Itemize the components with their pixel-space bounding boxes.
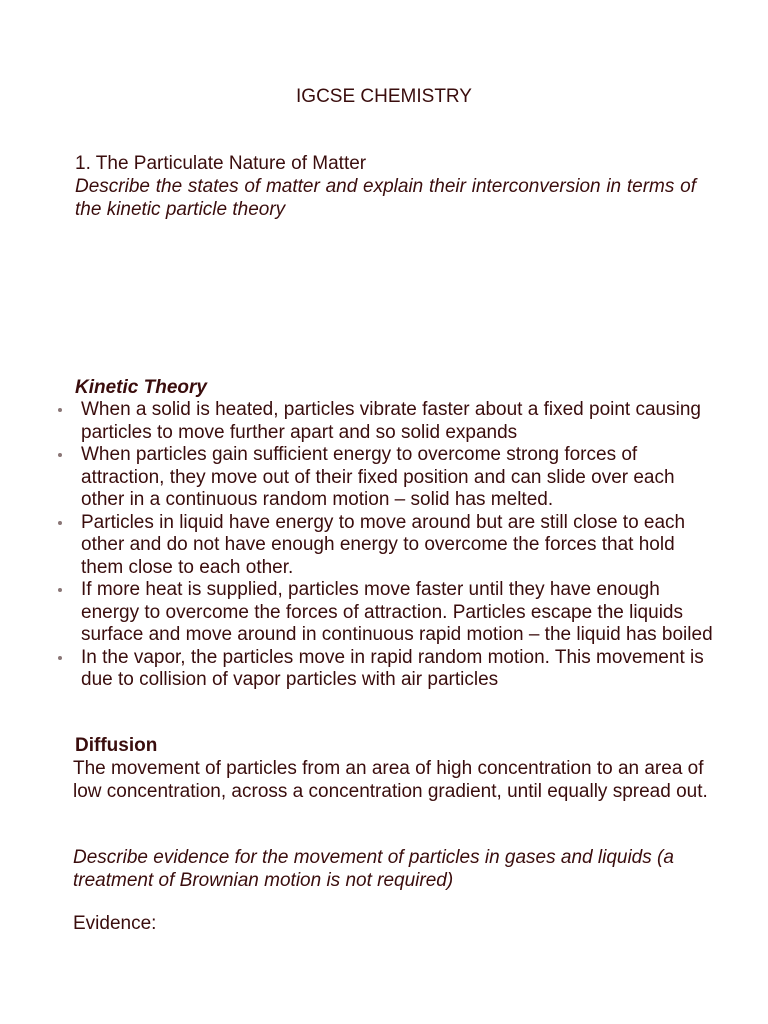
list-item-text: In the vapor, the particles move in rapid random motion. This movement is due to collision of vapor particles with air particles	[81, 646, 704, 690]
kinetic-theory-bullet-list	[0, 399, 768, 692]
list-item-text: When a solid is heated, particles vibrate faster about a fixed point causing particles to move further apart and so solid expands	[81, 399, 701, 443]
bullet-dot-icon	[58, 656, 62, 660]
list-item	[0, 647, 721, 692]
list-item-text: If more heat is supplied, particles move faster until they have enough energy to overcome the forces of attraction. Particles escape the liquids surface and move around in continuous rapid motion – the liquid has boiled	[81, 579, 713, 645]
bullet-dot-icon	[58, 588, 62, 592]
bullet-dot-icon	[58, 408, 62, 412]
list-item-text: Particles in liquid have energy to move around but are still close to each other and do not have enough energy to overcome the forces that hold them close to each other.	[81, 511, 686, 578]
list-item	[0, 444, 721, 512]
kinetic-theory-heading: Kinetic Theory	[75, 377, 207, 398]
section-heading: 1. The Particulate Nature of Matter	[75, 153, 367, 174]
list-item	[0, 579, 721, 647]
bullet-dot-icon	[58, 521, 62, 525]
list-item-text: When particles gain sufficient energy to overcome strong forces of attraction, they move out of their fixed position and can slide over each other in a continuous random motion – solid has melted.	[81, 444, 675, 510]
diffusion-definition: The movement of particles from an area of high concentration to an area of low concentration, across a concentration gradient, until equally spread out.	[73, 758, 708, 802]
evidence-label: Evidence:	[73, 913, 157, 934]
learning-objective-2: Describe evidence for the movement of particles in gases and liquids (a treatment of Brownian motion is not required)	[73, 847, 674, 891]
diffusion-heading: Diffusion	[75, 735, 158, 756]
list-item	[0, 512, 721, 580]
list-item	[0, 399, 721, 444]
learning-objective-1: Describe the states of matter and explain their interconversion in terms of the kinetic particle theory	[75, 176, 696, 220]
page-title: IGCSE CHEMISTRY	[296, 86, 472, 107]
bullet-dot-icon	[58, 453, 62, 457]
